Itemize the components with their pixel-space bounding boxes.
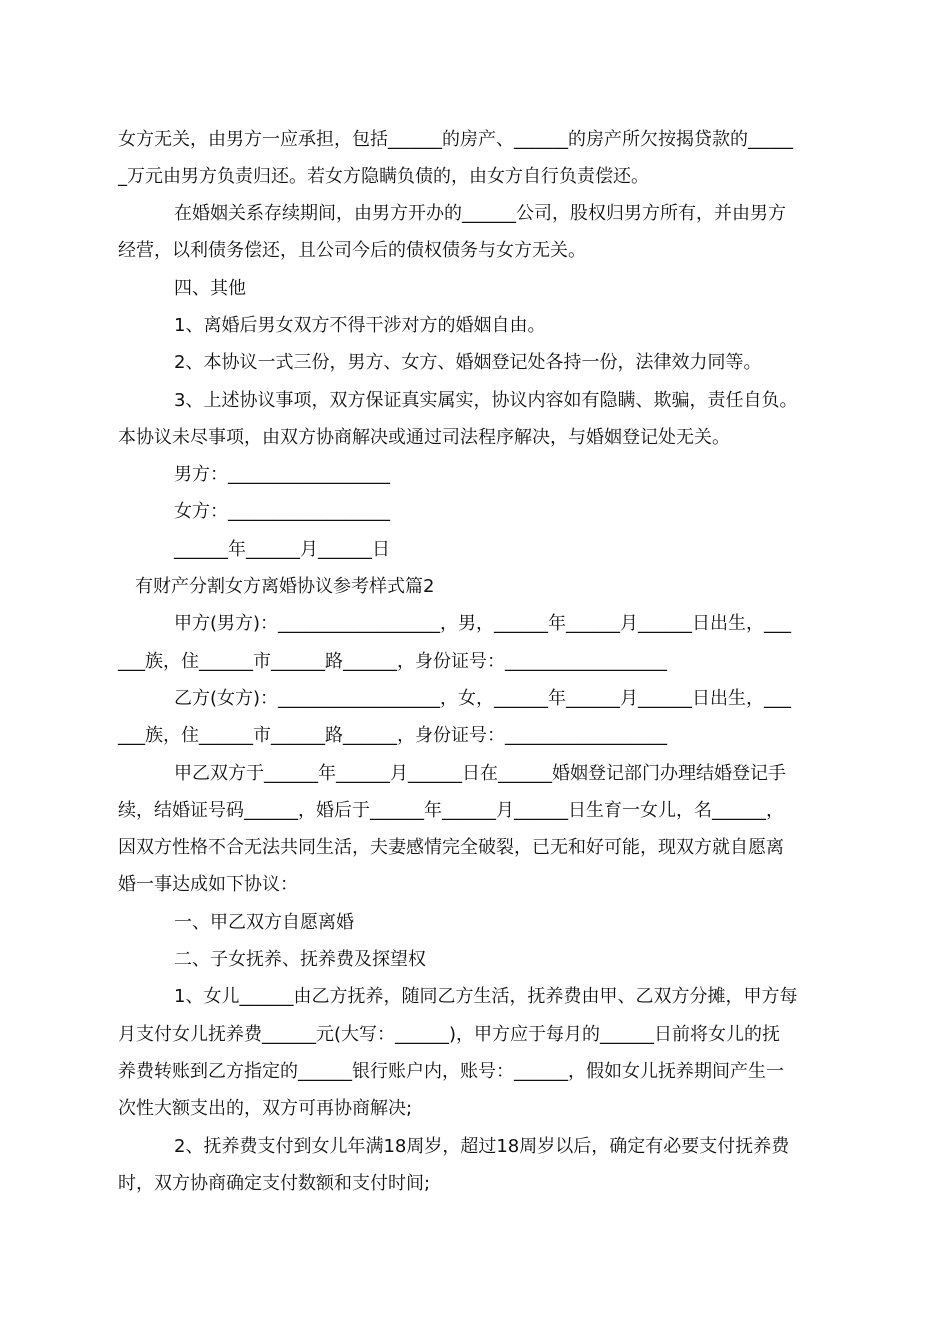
text-line: 本协议未尽事项，由双方协商解决或通过司法程序解决，与婚姻登记处无关。: [118, 427, 730, 448]
text-line: 乙方(女方)：__________________，女，______年______月______日出生，___: [174, 688, 792, 709]
text-line: 甲方(男方)：__________________，男，______年______月______日出生，___: [174, 613, 792, 634]
text-line: 时，双方协商确定支付数额和支付时间;: [118, 1173, 431, 1194]
signature-line-female: 女方：__________________: [174, 501, 390, 522]
document-subtitle: 有财产分割女方离婚协议参考样式篇2: [135, 576, 435, 597]
section-heading: 一、甲乙双方自愿离婚: [174, 912, 354, 933]
text-line: 次性大额支出的，双方可再协商解决;: [118, 1098, 413, 1119]
section-heading: 四、其他: [174, 278, 246, 299]
date-line: ______年______月______日: [174, 539, 390, 560]
text-line: 3、上述协议事项，双方保证真实属实，协议内容如有隐瞒、欺骗，责任自负。: [174, 390, 798, 411]
text-line: 2、抚养费支付到女儿年满18周岁，超过18周岁以后，确定有必要支付抚养费: [174, 1136, 790, 1157]
text-line: 甲乙双方于______年______月______日在______婚姻登记部门办理结婚登记手: [174, 763, 786, 784]
text-line: 经营，以利债务偿还，且公司今后的债权债务与女方无关。: [118, 240, 586, 261]
text-line: 因双方性格不合无法共同生活，夫妻感情完全破裂，已无和好可能，现双方就自愿离: [118, 837, 784, 858]
text-line: 2、本协议一式三份，男方、女方、婚姻登记处各持一份，法律效力同等。: [174, 352, 762, 373]
text-line: 1、离婚后男女双方不得干涉对方的婚姻自由。: [174, 315, 546, 336]
section-heading: 二、子女抚养、抚养费及探望权: [174, 949, 426, 970]
text-line: 女方无关，由男方一应承担，包括______的房产、______的房产所欠按揭贷款的_____: [118, 129, 793, 150]
text-line: 月支付女儿抚养费______元(大写：______)，甲方应于每月的______日前将女儿的抚: [118, 1024, 781, 1045]
text-line: 婚一事达成如下协议：: [118, 874, 298, 895]
text-line: 养费转账到乙方指定的______银行账户内，账号：______，假如女儿抚养期间产生一: [118, 1061, 784, 1082]
text-line: ___族，住______市______路______，身份证号：__________________: [118, 725, 667, 746]
text-line: _万元由男方负责归还。若女方隐瞒负债的，由女方自行负责偿还。: [118, 166, 649, 187]
text-line: 1、女儿______由乙方抚养，随同乙方生活，抚养费由甲、乙双方分摊，甲方每: [174, 986, 798, 1007]
text-line: 续，结婚证号码______，婚后于______年______月______日生育一女儿，名______，: [118, 800, 784, 821]
text-line: ___族，住______市______路______，身份证号：__________________: [118, 651, 667, 672]
signature-line-male: 男方：__________________: [174, 464, 390, 485]
text-line: 在婚姻关系存续期间，由男方开办的______公司，股权归男方所有，并由男方: [174, 203, 786, 224]
